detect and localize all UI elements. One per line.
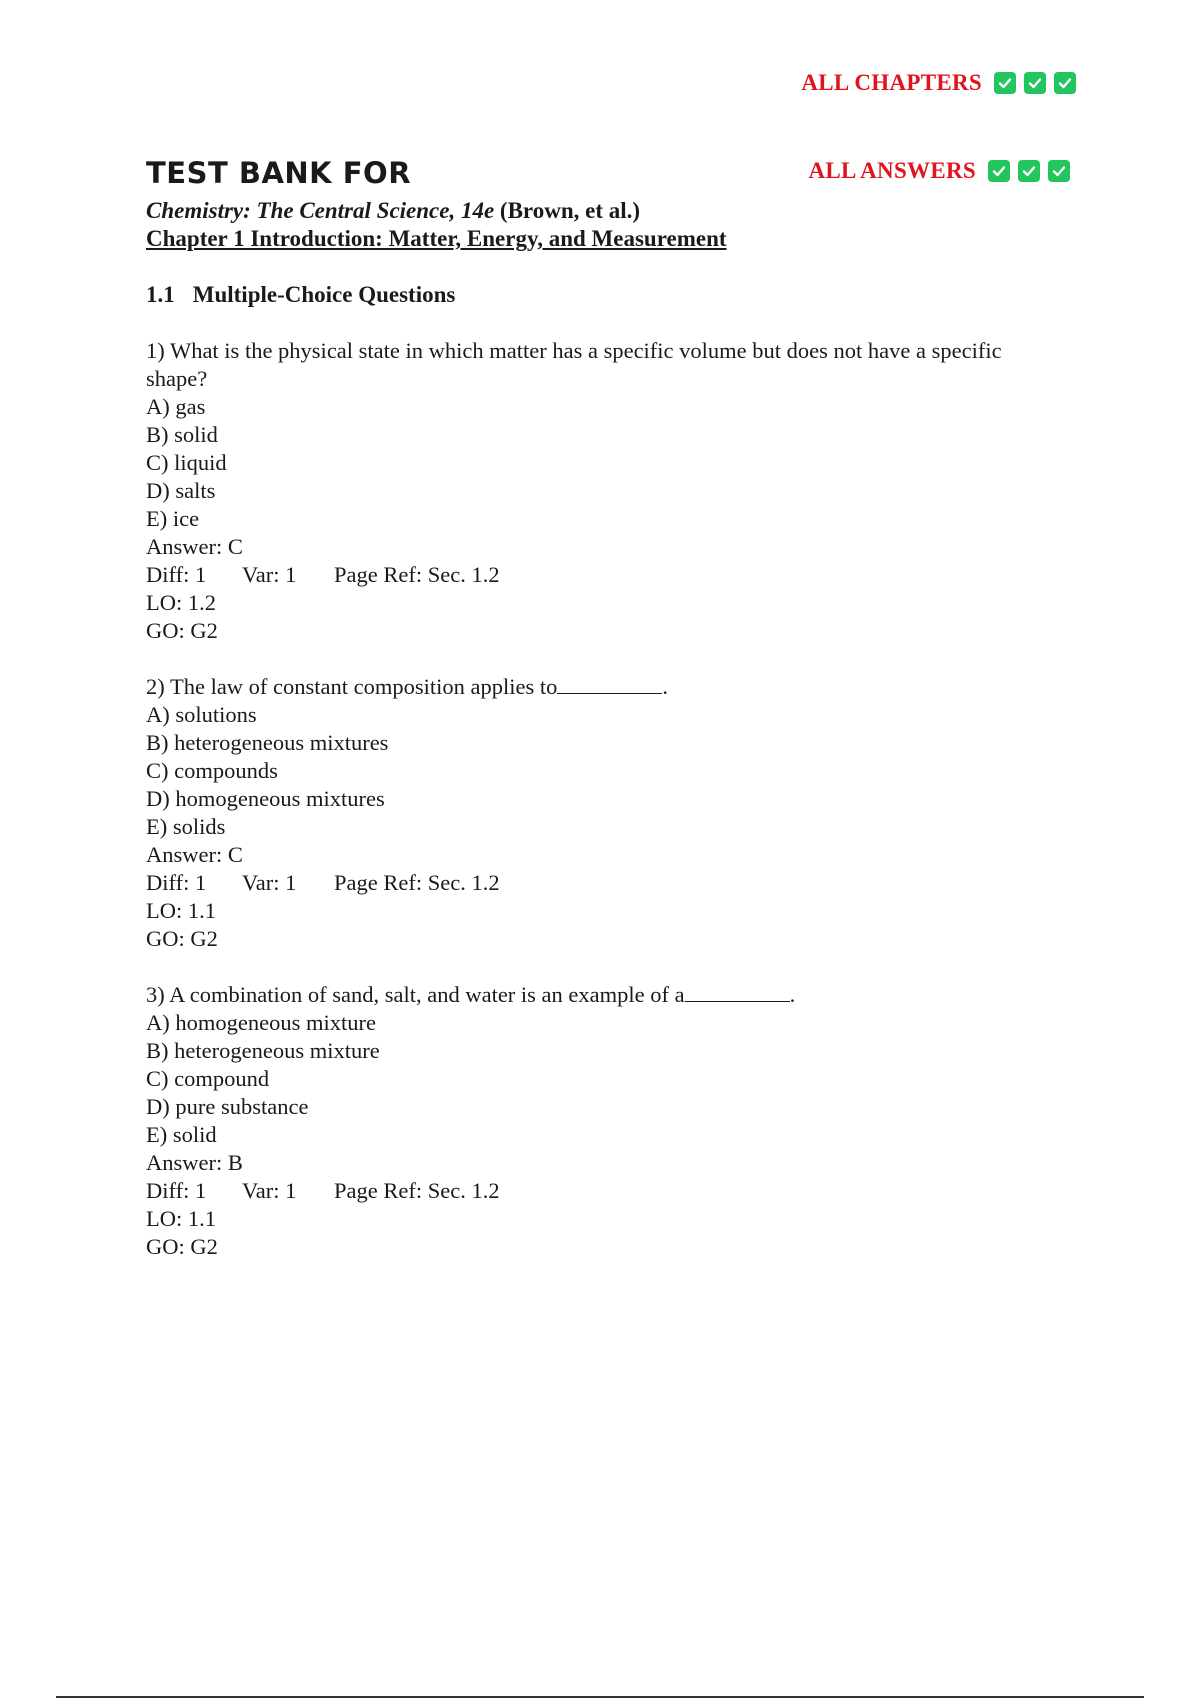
check-icon — [1024, 72, 1046, 94]
option-b: B) heterogeneous mixture — [146, 1038, 380, 1063]
check-icons — [994, 72, 1076, 94]
section-number: 1.1 — [146, 282, 175, 307]
answer-blank — [685, 983, 790, 1002]
answer: Answer: C — [146, 534, 243, 559]
option-c: C) liquid — [146, 450, 227, 475]
prompt-end: . — [789, 982, 796, 1007]
option-e: E) ice — [146, 506, 200, 531]
option-c: C) compound — [146, 1066, 270, 1091]
global-outcome: GO: G2 — [146, 1234, 218, 1259]
option-a: A) solutions — [146, 702, 257, 727]
check-icon — [1054, 72, 1076, 94]
learning-objective: LO: 1.1 — [146, 1206, 216, 1231]
option-d: D) homogeneous mixtures — [146, 786, 385, 811]
option-b: B) heterogeneous mixtures — [146, 730, 389, 755]
learning-objective: LO: 1.1 — [146, 898, 216, 923]
book-citation — [146, 197, 1076, 225]
document-body — [146, 155, 1076, 1261]
variant: Var: 1 — [242, 1178, 297, 1203]
chapter-heading: Chapter 1 Introduction: Matter, Energy, and Measurement — [146, 226, 727, 251]
page-reference: Page Ref: Sec. 1.2 — [334, 870, 500, 895]
learning-objective: LO: 1.2 — [146, 590, 216, 615]
option-d: D) pure substance — [146, 1094, 309, 1119]
difficulty: Diff: 1 — [146, 1178, 207, 1203]
option-c: C) compounds — [146, 758, 278, 783]
all-chapters-badge — [801, 70, 1076, 96]
section-title: Multiple-Choice Questions — [192, 282, 456, 307]
page-reference: Page Ref: Sec. 1.2 — [334, 562, 500, 587]
variant: Var: 1 — [242, 870, 297, 895]
page-reference: Page Ref: Sec. 1.2 — [334, 1178, 500, 1203]
meta-row — [146, 869, 1076, 897]
question-1 — [146, 337, 1076, 645]
option-b: B) solid — [146, 422, 218, 447]
variant: Var: 1 — [242, 562, 297, 587]
book-title: Chemistry: The Central Science, 14e — [146, 198, 495, 223]
question-prompt: 1) What is the physical state in which matter has a specific volume but does not have a specific — [146, 338, 1002, 363]
answer: Answer: B — [146, 1150, 243, 1175]
option-e: E) solids — [146, 814, 226, 839]
option-a: A) gas — [146, 394, 206, 419]
option-e: E) solid — [146, 1122, 217, 1147]
all-chapters-label: ALL CHAPTERS — [801, 70, 982, 95]
book-authors: (Brown, et al.) — [499, 198, 641, 223]
global-outcome: GO: G2 — [146, 926, 218, 951]
all-answers-label: ALL ANSWERS — [808, 158, 976, 183]
answer: Answer: C — [146, 842, 243, 867]
global-outcome: GO: G2 — [146, 618, 218, 643]
question-2 — [146, 673, 1076, 953]
check-icon — [994, 72, 1016, 94]
document-title: TEST BANK FOR — [146, 156, 412, 190]
question-3 — [146, 981, 1076, 1261]
footer-rule — [56, 1696, 1144, 1698]
difficulty: Diff: 1 — [146, 562, 207, 587]
question-prompt-continued: shape? — [146, 366, 208, 391]
difficulty: Diff: 1 — [146, 870, 207, 895]
question-prompt — [146, 981, 1076, 1009]
meta-row — [146, 1177, 1076, 1205]
prompt-end: . — [662, 674, 669, 699]
meta-row — [146, 561, 1076, 589]
option-d: D) salts — [146, 478, 216, 503]
section-heading — [146, 281, 1076, 309]
question-prompt-text: 2) The law of constant composition applies to — [146, 674, 558, 699]
question-prompt — [146, 673, 1076, 701]
answer-blank — [557, 675, 662, 694]
question-prompt-text: 3) A combination of sand, salt, and water is an example of a — [146, 982, 685, 1007]
option-a: A) homogeneous mixture — [146, 1010, 376, 1035]
